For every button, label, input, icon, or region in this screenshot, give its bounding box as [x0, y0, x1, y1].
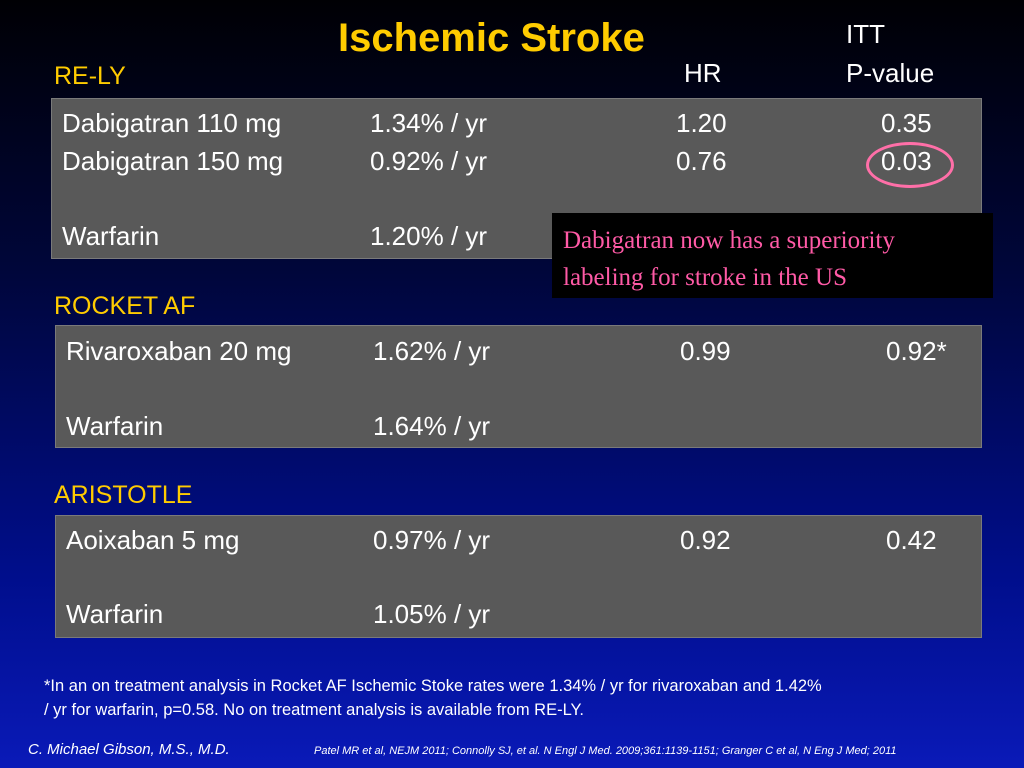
hr-column-header: HR — [684, 58, 722, 88]
p-value-column-header: P-value — [846, 58, 935, 88]
author-credit: C. Michael Gibson, M.S., M.D. — [28, 741, 230, 758]
row-drug: Warfarin — [66, 599, 164, 629]
row-hr: 0.99 — [680, 336, 731, 366]
row-drug: Rivaroxaban 20 mg — [66, 336, 292, 366]
footnote — [44, 674, 822, 722]
row-rate: 1.34% / yr — [370, 108, 488, 138]
highlight-circle — [866, 142, 954, 188]
row-rate: 0.92% / yr — [370, 146, 488, 176]
row-p-value: 0.42 — [886, 525, 937, 555]
footnote-line: / yr for warfarin, p=0.58. No on treatment analysis is available from RE-LY. — [44, 701, 585, 719]
row-hr: 1.20 — [676, 108, 727, 138]
row-rate: 1.20% / yr — [370, 221, 488, 251]
row-hr: 0.76 — [676, 146, 727, 176]
slide-title: Ischemic Stroke — [338, 16, 645, 60]
row-p-value: 0.35 — [881, 108, 932, 138]
section-label-aristotle: ARISTOTLE — [54, 481, 193, 509]
row-rate: 1.05% / yr — [373, 599, 491, 629]
section-label-re-ly: RE-LY — [54, 62, 126, 90]
row-drug: Dabigatran 150 mg — [62, 146, 284, 176]
row-rate: 1.62% / yr — [373, 336, 491, 366]
section-label-rocket-af: ROCKET AF — [54, 292, 196, 320]
row-drug: Aoixaban 5 mg — [66, 525, 240, 555]
references: Patel MR et al, NEJM 2011; Connolly SJ, et al. N Engl J Med. 2009;361:1139-1151; Granger C et al, N Eng J Med; 2011 — [314, 745, 897, 757]
row-drug: Warfarin — [62, 221, 160, 251]
row-rate: 0.97% / yr — [373, 525, 491, 555]
superiority-callout — [552, 213, 993, 298]
row-drug: Dabigatran 110 mg — [62, 108, 282, 138]
footnote-line: *In an on treatment analysis in Rocket AF Ischemic Stoke rates were 1.34% / yr for rivaroxaban and 1.42% — [44, 677, 822, 695]
row-hr: 0.92 — [680, 525, 731, 555]
row-p-value: 0.03 — [881, 146, 932, 176]
row-rate: 1.64% / yr — [373, 411, 491, 441]
row-drug: Warfarin — [66, 411, 164, 441]
itt-column-header: ITT — [846, 19, 885, 49]
callout-line: Dabigatran now has a superiority — [563, 227, 895, 254]
callout-line: labeling for stroke in the US — [563, 264, 847, 291]
row-p-value: 0.92* — [886, 336, 947, 366]
